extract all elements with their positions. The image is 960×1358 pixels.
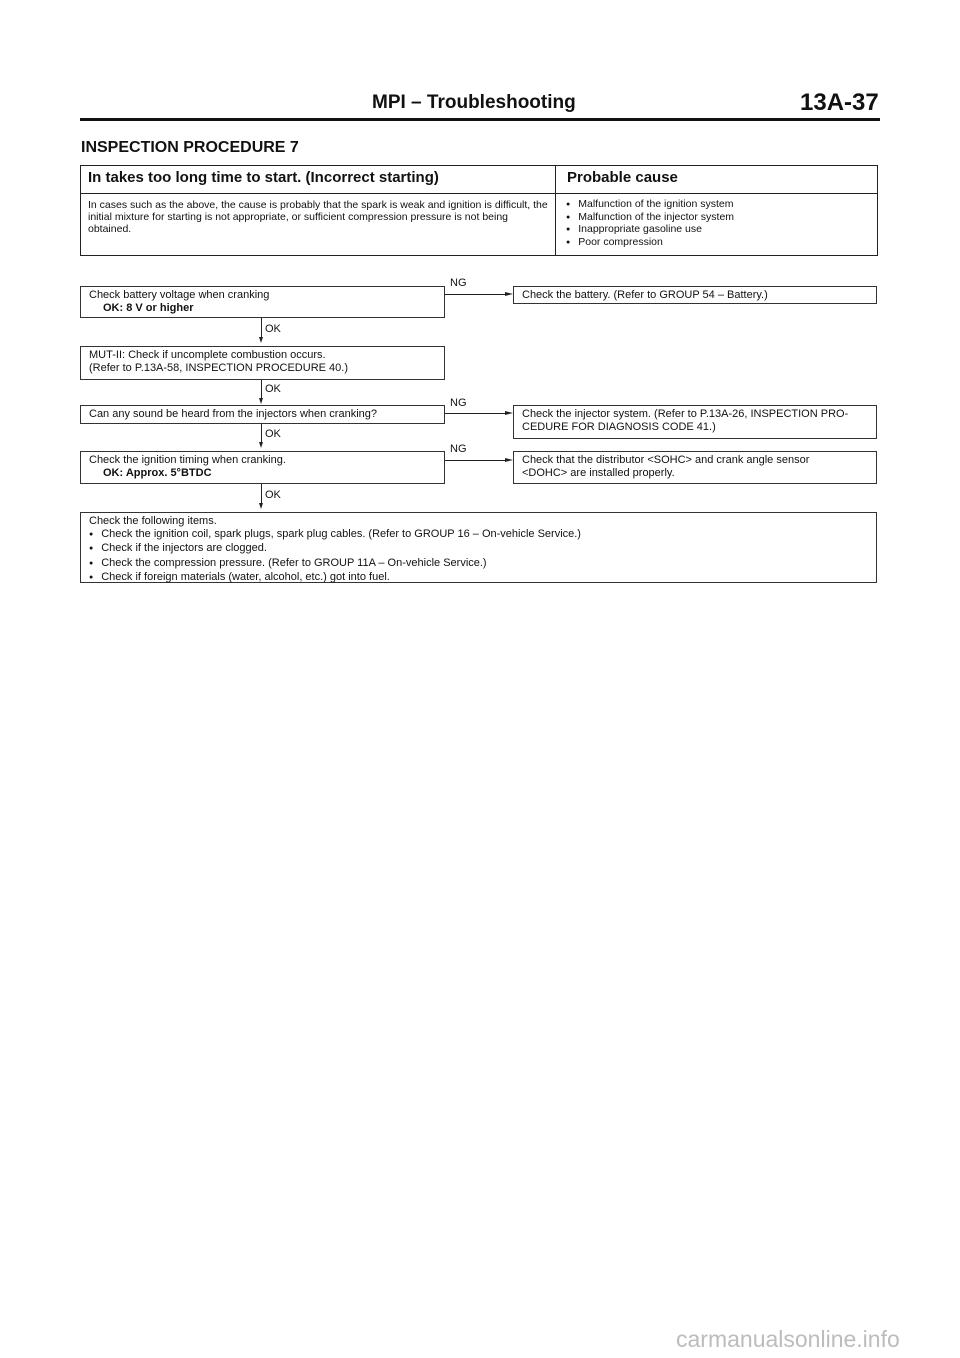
list-item: ● Check the ignition coil, spark plugs, spark plug cables. (Refer to GROUP 16 – On-vehicle Service.) (89, 528, 868, 543)
arrow-right-icon (505, 292, 513, 296)
step-check-battery (513, 286, 877, 304)
step-text: Check battery voltage when cranking (89, 289, 270, 301)
final-heading: Check the following items. (89, 515, 217, 527)
arrow-down-icon (259, 398, 263, 404)
ng-label: NG (450, 443, 467, 455)
step-text: <DOHC> are installed properly. (522, 466, 675, 479)
ok-connector (261, 424, 262, 444)
cause-item: ● Malfunction of the injector system (566, 212, 734, 225)
symptom-heading: In takes too long time to start. (Incorrect starting) (88, 169, 439, 186)
ok-label: OK (265, 383, 281, 395)
ok-criteria: OK: Approx. 5°BTDC (103, 466, 212, 479)
cause-item: ● Inappropriate gasoline use (566, 224, 734, 237)
step-text: MUT-II: Check if uncomplete combustion occurs. (89, 349, 326, 361)
list-item: ● Check the compression pressure. (Refer to GROUP 11A – On-vehicle Service.) (89, 557, 868, 572)
arrow-down-icon (259, 337, 263, 343)
step-text: (Refer to P.13A-58, INSPECTION PROCEDURE 40.) (89, 361, 348, 374)
step-text: Check the injector system. (Refer to P.13A-26, INSPECTION PRO- (522, 408, 849, 420)
list-item: ● Check if the injectors are clogged. (89, 542, 868, 557)
final-check-items (80, 512, 877, 583)
list-item: ● Check if foreign materials (water, alcohol, etc.) got into fuel. (89, 571, 868, 586)
step-text: Check the battery. (Refer to GROUP 54 – Battery.) (522, 289, 768, 301)
probable-cause-heading: Probable cause (567, 169, 678, 186)
page-number: 13A-37 (800, 89, 879, 116)
step-ignition-timing (80, 451, 445, 484)
step-text: Check that the distributor <SOHC> and crank angle sensor (522, 454, 810, 466)
step-check-injector-system (513, 405, 877, 439)
step-text: Check the ignition timing when cranking. (89, 454, 286, 466)
step-injector-sound (80, 405, 445, 424)
ok-label: OK (265, 428, 281, 440)
step-check-distributor (513, 451, 877, 484)
step-text: CEDURE FOR DIAGNOSIS CODE 41.) (522, 420, 716, 433)
step-text: Can any sound be heard from the injectors when cranking? (89, 408, 378, 420)
step-mut-ii-check (80, 346, 445, 380)
ok-connector (261, 484, 262, 505)
ng-label: NG (450, 397, 467, 409)
header-title: MPI – Troubleshooting (372, 92, 576, 113)
procedure-title: INSPECTION PROCEDURE 7 (81, 139, 299, 156)
ng-label: NG (450, 277, 467, 289)
probable-cause-list (566, 199, 734, 249)
cause-item: ● Malfunction of the ignition system (566, 199, 734, 212)
table-column-divider (555, 165, 556, 256)
ng-connector (445, 413, 507, 414)
header-rule (80, 118, 880, 121)
ok-connector (261, 380, 262, 400)
ng-connector (445, 460, 507, 461)
step-check-battery-voltage (80, 286, 445, 318)
watermark: carmanualsonline.info (676, 1326, 900, 1352)
table-header-divider (80, 193, 878, 194)
ok-connector (261, 318, 262, 339)
symptom-description: In cases such as the above, the cause is probably that the spark is weak and ignition is difficult, the initial mixture for starting is not appropriate, or sufficient compression pressure is not being obtained. (88, 199, 548, 235)
arrow-down-icon (259, 442, 263, 448)
final-item-list (89, 528, 868, 586)
cause-item: ● Poor compression (566, 237, 734, 250)
arrow-right-icon (505, 458, 513, 462)
ok-criteria: OK: 8 V or higher (103, 301, 194, 314)
arrow-right-icon (505, 411, 513, 415)
arrow-down-icon (259, 503, 263, 509)
ok-label: OK (265, 489, 281, 501)
ok-label: OK (265, 323, 281, 335)
ng-connector (445, 294, 507, 295)
